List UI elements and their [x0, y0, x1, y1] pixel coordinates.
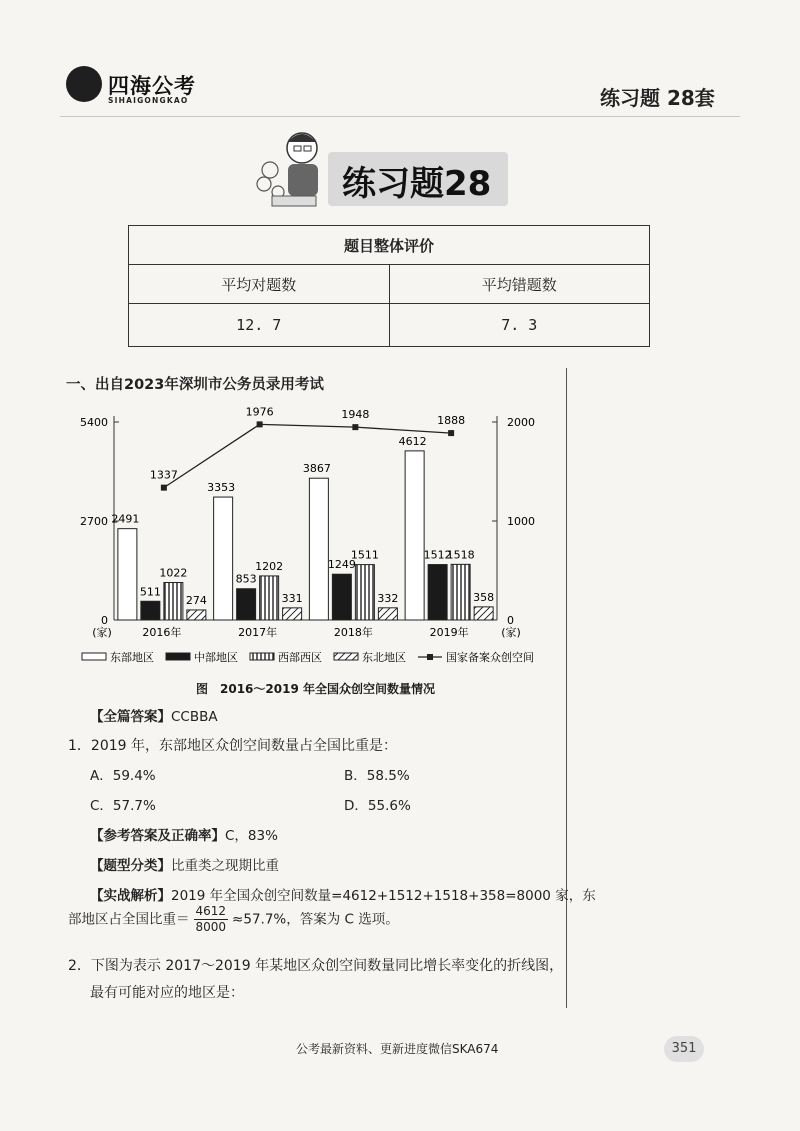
chart-caption: 图 2016～2019 年全国众创空间数量情况: [196, 682, 435, 696]
line-point: [448, 430, 454, 436]
answer-key: [90, 705, 218, 725]
bar-value-label: 1512: [423, 548, 452, 562]
left-tick-label: 0: [101, 614, 108, 627]
bar: [355, 565, 374, 620]
bar-value-label: 1518: [446, 548, 475, 562]
page-title: 练习题28: [342, 164, 492, 204]
legend-label: 国家备案众创空间: [446, 651, 534, 664]
mascot-illustration-icon: [250, 122, 340, 212]
analysis-text-2-post: ≈57.7%，答案为 C 选项。: [232, 911, 399, 928]
bar: [474, 607, 493, 620]
avg-correct-label: 平均对题数: [129, 265, 390, 304]
line-point: [352, 424, 358, 430]
bar-value-label: 3867: [302, 462, 331, 476]
question-2-line-1: 2．下图为表示 2017～2019 年某地区众创空间数量同比增长率变化的折线图，: [68, 958, 564, 974]
avg-wrong-value: 7. 3: [389, 304, 650, 347]
bar-value-label: 331: [281, 591, 303, 605]
evaluation-table: [128, 225, 650, 347]
bar-line-chart: [72, 402, 552, 702]
bar: [451, 564, 470, 620]
legend-swatch: [250, 653, 274, 660]
bar: [428, 565, 447, 620]
answer-key-value: CCBBA: [171, 709, 218, 725]
bar-value-label: 1202: [255, 559, 284, 573]
reference-answer-label: 【参考答案及正确率】: [90, 828, 225, 844]
left-axis-unit: (家): [92, 626, 112, 639]
right-tick-label: 2000: [507, 416, 535, 429]
legend-label: 中部地区: [194, 651, 238, 664]
avg-correct-value: 12. 7: [129, 304, 390, 347]
category-label: 2018年: [333, 626, 373, 639]
footer-text: 公考最新资料、更新进度微信SKA674: [296, 1042, 499, 1056]
analysis-text-2-pre: 部地区占全国比重＝: [68, 911, 190, 928]
line-point: [257, 421, 263, 427]
bar: [405, 451, 424, 620]
bar: [332, 574, 351, 620]
column-divider: [566, 368, 567, 1008]
line-value-label: 1888: [437, 414, 466, 428]
legend-swatch: [334, 653, 358, 660]
bar-value-label: 332: [377, 591, 399, 605]
legend-line-marker: [427, 654, 433, 660]
fraction-numerator: 4612: [195, 904, 227, 918]
fraction-denominator: 8000: [195, 920, 227, 934]
line-value-label: 1948: [341, 408, 370, 422]
logo-subtitle: SIHAIGONGKAO: [108, 96, 189, 105]
fraction: [194, 904, 229, 935]
evaluation-heading: 题目整体评价: [129, 226, 650, 265]
legend-label: 东北地区: [362, 651, 406, 664]
legend-label: 西部西区: [278, 651, 322, 664]
page-number: 351: [664, 1036, 704, 1062]
legend-label: 东部地区: [110, 651, 154, 664]
bar-value-label: 1022: [159, 566, 188, 580]
right-tick-label: 1000: [507, 515, 535, 528]
bar: [187, 610, 206, 620]
bar: [164, 583, 183, 620]
question-type-value: 比重类之现期比重: [171, 858, 279, 874]
bar-value-label: 358: [473, 590, 495, 604]
q1-option-d: D．55.6%: [344, 798, 411, 814]
analysis-label: 【实战解析】: [90, 888, 171, 904]
logo-text: 四海公考: [108, 74, 196, 98]
bar-value-label: 2491: [111, 512, 140, 526]
bar: [118, 529, 137, 620]
question-type: [90, 854, 279, 874]
bar-value-label: 853: [235, 572, 257, 586]
line-point: [161, 485, 167, 491]
question-1-stem: 1．2019 年，东部地区众创空间数量占全国比重是：: [68, 738, 397, 754]
reference-answer-value: C，83%: [225, 828, 278, 844]
legend-swatch: [166, 653, 190, 660]
bar: [309, 478, 328, 620]
left-tick-label: 2700: [80, 515, 108, 528]
reference-answer: [90, 824, 278, 844]
bar-value-label: 1249: [327, 558, 356, 572]
analysis-line-1: [90, 884, 596, 904]
category-label: 2019年: [429, 626, 469, 639]
bar: [237, 589, 256, 620]
q1-option-b: B．58.5%: [344, 768, 410, 784]
analysis-text-1: 2019 年全国众创空间数量=4612+1512+1518+358=8000 家，东: [171, 888, 596, 904]
question-type-label: 【题型分类】: [90, 858, 171, 874]
analysis-line-2: [68, 904, 399, 935]
bar: [141, 601, 160, 620]
bar: [283, 608, 302, 620]
right-tick-label: 0: [507, 614, 514, 627]
avg-wrong-label: 平均错题数: [389, 265, 650, 304]
bar-value-label: 511: [139, 585, 161, 599]
q1-option-c: C．57.7%: [90, 798, 156, 814]
legend-swatch: [82, 653, 106, 660]
bar-value-label: 4612: [398, 434, 427, 448]
header-divider: [60, 116, 740, 117]
right-axis-unit: (家): [501, 626, 521, 639]
bar-value-label: 3353: [207, 481, 236, 495]
bar: [214, 497, 233, 620]
bar-value-label: 274: [185, 593, 207, 607]
bar-value-label: 1511: [350, 548, 379, 562]
line-value-label: 1337: [149, 468, 178, 482]
bar: [378, 608, 397, 620]
category-label: 2017年: [238, 626, 278, 639]
bar: [260, 576, 279, 620]
question-2-line-2: 最有可能对应的地区是：: [90, 985, 244, 1001]
answer-key-label: 【全篇答案】: [90, 709, 171, 725]
section-heading: 一、出自2023年深圳市公务员录用考试: [66, 377, 324, 393]
line-value-label: 1976: [245, 405, 274, 419]
left-tick-label: 5400: [80, 416, 108, 429]
category-label: 2016年: [142, 626, 182, 639]
q1-option-a: A．59.4%: [90, 768, 156, 784]
logo-mark-icon: [66, 66, 102, 102]
set-label: 练习题 28套: [600, 86, 715, 110]
